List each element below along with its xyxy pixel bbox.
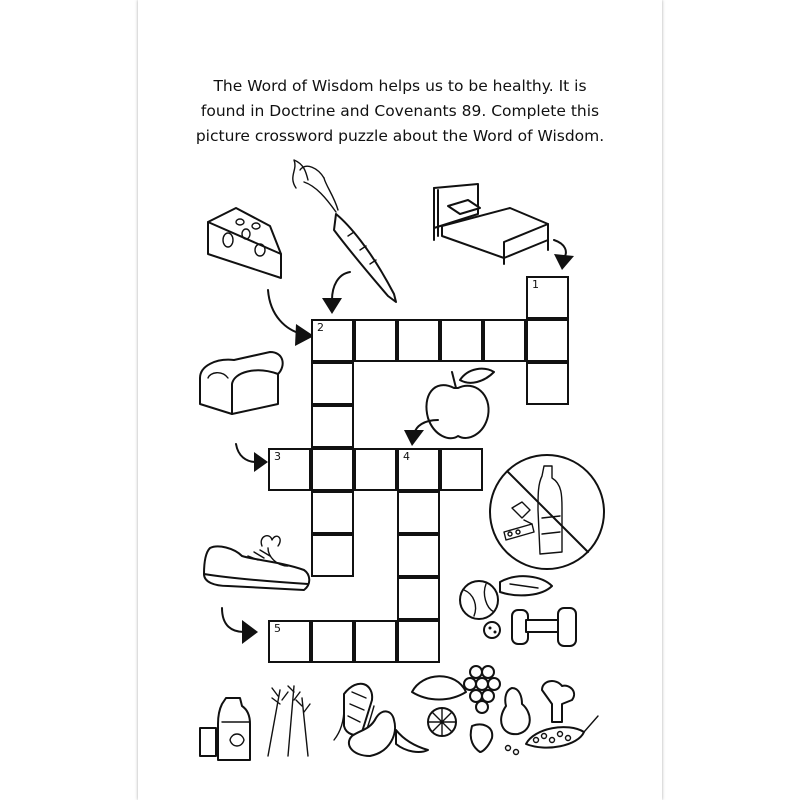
illustrations <box>138 0 662 800</box>
sneaker-icon <box>204 536 309 590</box>
clue-3-cell-4[interactable] <box>397 448 440 491</box>
clue-2-down-cell-3[interactable] <box>311 405 354 448</box>
arrow-to-clue-1 <box>554 240 574 270</box>
sports-and-exercise-icon <box>460 576 576 646</box>
no-alcohol-tobacco-sign-icon <box>490 455 604 569</box>
clue-2-down-cell-5[interactable] <box>311 491 354 534</box>
instructions-line-1: The Word of Wisdom helps us to be healthy. It is <box>213 77 587 95</box>
clue-number-2: 2 <box>317 321 324 334</box>
clue-number-5: 5 <box>274 622 281 635</box>
arrow-to-clue-2-from-left <box>268 290 314 346</box>
arrow-to-clue-3 <box>236 444 268 472</box>
bread-icon <box>200 352 283 414</box>
clue-3-cell-3[interactable] <box>354 448 397 491</box>
clue-2-cell-5[interactable] <box>483 319 526 362</box>
clue-2-cell-1[interactable] <box>311 319 354 362</box>
clue-3-cell-1[interactable] <box>268 448 311 491</box>
clue-5-cell-2[interactable] <box>311 620 354 663</box>
instructions-line-3: picture crossword puzzle about the Word of Wisdom. <box>195 127 605 145</box>
arrow-to-clue-2-from-top <box>322 272 350 314</box>
clue-2-down-cell-6[interactable] <box>311 534 354 577</box>
clue-3-cell-5[interactable] <box>440 448 483 491</box>
clue-1-cell-1[interactable] <box>526 276 569 319</box>
clue-2-down-cell-2[interactable] <box>311 362 354 405</box>
clue-2-cell-2[interactable] <box>354 319 397 362</box>
clue-number-1: 1 <box>532 278 539 291</box>
worksheet-page <box>138 0 662 800</box>
clue-5-cell-4[interactable] <box>397 620 440 663</box>
apple-icon <box>426 369 494 439</box>
clue-number-4: 4 <box>403 450 410 463</box>
clue-4-cell-3[interactable] <box>397 534 440 577</box>
clue-4-cell-4[interactable] <box>397 577 440 620</box>
clue-5-cell-3[interactable] <box>354 620 397 663</box>
cheese-icon <box>208 208 281 278</box>
clue-2-cell-3[interactable] <box>397 319 440 362</box>
clue-4-cell-2[interactable] <box>397 491 440 534</box>
clue-2-cell-4[interactable] <box>440 319 483 362</box>
bed-icon <box>434 184 548 264</box>
clue-2-down-cell-4[interactable] <box>311 448 354 491</box>
healthy-foods-icon <box>200 666 598 760</box>
instructions-line-2: found in Doctrine and Covenants 89. Complete this <box>200 102 600 120</box>
carrot-icon <box>293 160 396 302</box>
arrow-to-clue-5 <box>222 608 258 644</box>
clue-1-cell-3[interactable] <box>526 362 569 405</box>
clue-1-cell-2[interactable] <box>526 319 569 362</box>
clue-5-cell-1[interactable] <box>268 620 311 663</box>
clue-number-3: 3 <box>274 450 281 463</box>
